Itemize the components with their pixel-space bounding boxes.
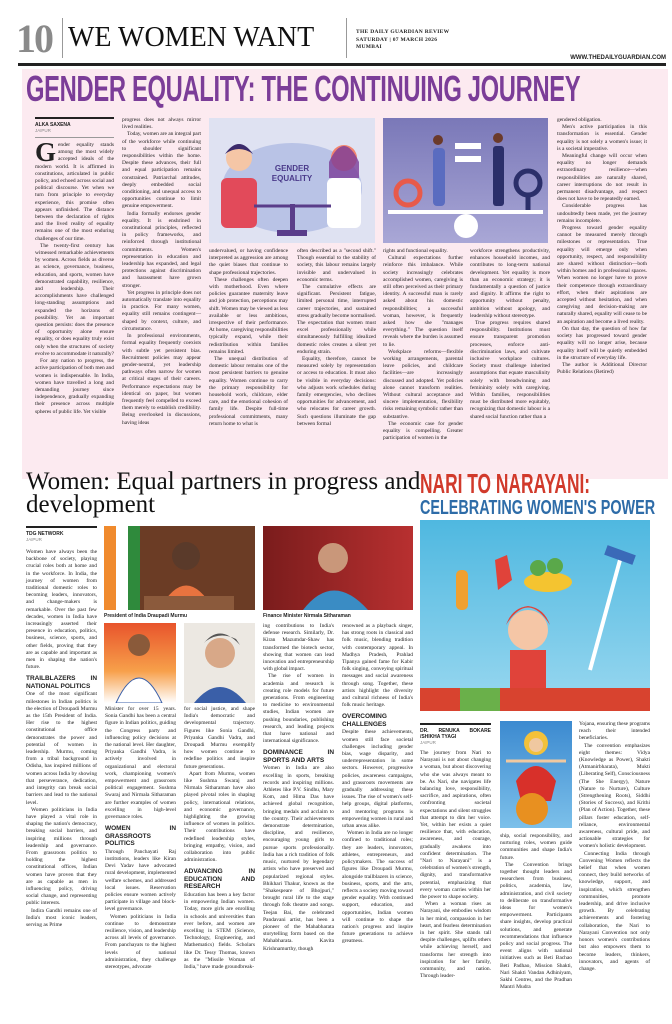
city: MUMBAI: [356, 44, 382, 50]
headline-red: NARI TO NARAYANI:: [420, 468, 591, 499]
article-column: [342, 623, 413, 946]
paragraph: for social justice, and shape India's democratic and developmental trajectory. Figures like Sonia Gandhi, Priyanka Gandhi Vadra, and Droupadi Murmu exemplify how women continue to redefine politics and inspire future generations.: [184, 706, 255, 770]
photo-president-murmu: [104, 526, 255, 610]
paragraph: India formally endorses gender equality. It is enshrined in constitutional principles, reflected in policy frameworks, and reinforced through institutional commitments. Women's representation in education and leadership has expanded, and legal protections against discrimination and harassment have grown stronger.: [122, 210, 201, 289]
paragraph: Women politicians in India continue to demonstrate resilience, vision, and leadership across all levels of governance. From panchayats to the highest levels of national administration, they challenge stereotypes, advocate: [105, 913, 176, 970]
paragraph: The cumulative effects are significant. Persistent fatigue, limited personal time, interrupted career trajectories, and sustained stress gradually become normalised. The expectation that women must excel professionally while simultaneously fulfilling idealized domestic roles creates a silent yet enduring strain.: [297, 284, 376, 355]
gender-equality-illustration: [209, 118, 375, 243]
page-number: 10: [16, 16, 52, 61]
photo-caption: President of India Draupadi Murmu: [104, 613, 188, 619]
paragraph: Minister for over 15 years. Sonia Gandhi has been a central figure in Indian politics, guiding the Congress party and influencing policy decisions at the national level. Her daughter, Priyanka Gandhi Vadra, is actively involved in organizational and electoral work, championing women's empowerment and grassroots political engagement. Sushma Swaraj and Nirmala Sitharaman are further examples of women excelling in high-level governance roles.: [105, 706, 176, 821]
article-column: [470, 248, 550, 421]
paragraph: workforce strengthens productivity, enhances household incomes, and contributes to long-term national development. Yet equality is more than an economic strategy; it is fundamentally a question of justice and dignity. It affirms the right to opportunity without penalty, ambition without apology, and leadership without stereotype.: [470, 248, 550, 319]
paragraph: The author is Additional Director Public Relations (Retired): [557, 361, 647, 376]
article-column: [420, 723, 491, 981]
paragraph: The twenty-first century has witnessed remarkable achievements by women. Across fields as diverse as science, governance, business, education, and sports, women have demonstrated capability, resilience, and leadership. Their accomplishments have challenged long-standing assumptions and expanded the horizons of possibility. Yet an important question persists: does the presence of opportunity alone ensure equality, or does equality truly exist only when the structures of society evolve to accommodate it naturally?: [35, 242, 114, 357]
article-column: [557, 117, 647, 376]
paragraph: Despite these achievements, women still face societal challenges including gender bias, wage disparity, and underrepresentation in some sectors. However, progressive policies, awareness campaigns, and grassroots movements are gradually addressing these issues. The rise of women's self-help groups, digital platforms, and mentoring programs is empowering women in rural and urban areas alike.: [342, 729, 413, 830]
masthead-rule: [18, 63, 666, 66]
paragraph: ender equality stands among the most widely accepted ideals of the modern world. It is affirmed in constitutions, articulated in public policy, and echoed across social and political discourse. Yet when we turn from principle to everyday experience, this promise often appears unfinished. The distance between the declaration of rights and the lived reality of equality remains one of the most enduring challenges of our time.: [35, 142, 114, 242]
durga-illustration: [500, 721, 572, 828]
section-title: WE WOMEN WANT: [68, 22, 315, 53]
paragraph: Workplace reforms—flexible working arrangements, parental leave policies, and childcare facilities—are increasingly discussed and adopted. Yet policies alone cannot transform realities. Without cultural acceptance and sincere implementation, flexibility risks remaining symbolic rather than substantive.: [383, 348, 463, 420]
paragraph: The economic case for gender equality is compelling. Greater participation of women in the: [383, 420, 463, 442]
subhead: DOMINANCE IN SPORTS AND ARTS: [263, 749, 334, 764]
paragraph: Women in India are also excelling in sports, breaking records and inspiring millions. Athletes like P.V. Sindhu, Mary Kom, and Hima Das have achieved global recognition, bringing medals and acclaim to the country. Their achievements demonstrate determination, discipline, and resilience, encouraging young girls to pursue sports professionally. India has a rich tradition of folk music, nurtured by legendary artists who have preserved and popularized regional styles. Bhikhari Thakur, known as the "Shakespeare of Bhojpuri," brought rural life to the stage through folk theatre and songs. Teejan Bai, the celebrated Pandavani artist, has been a pioneer of the Mahabharata storytelling form based on the Mahabharata. Kavita Krishnamurthy, though: [263, 765, 334, 952]
headline-blue: CELEBRATING WOMEN'S POWER: [420, 497, 656, 519]
paragraph: gendered obligation.: [557, 117, 602, 123]
paragraph: progress does not always mirror lived realities.: [122, 117, 201, 131]
paragraph: Meaningful change will occur when equality no longer demands extraordinary resilience—when responsibilities are naturally shared, career interruptions do not result in permanent disadvantage, and respect does not have to be repeatedly earned.: [557, 153, 647, 203]
article-column: [209, 248, 288, 428]
website-link[interactable]: WWW.THEDAILYGUARDIAN.COM: [570, 55, 666, 61]
paragraph: Today, women are an integral part of the workforce while continuing to shoulder significant responsibilities within the home. Despite these advances, their full and equal participation remains constrained. Patriarchal attitudes, deeply embedded social conditioning, and unequal access to opportunities continue to limit genuine empowerment.: [122, 131, 202, 210]
photo-athlete: [104, 623, 176, 703]
photo-finance-minister-sitharaman: [263, 526, 413, 610]
paragraph: One of the most significant milestones in Indian politics is the election of Droupadi Murmu as the 15th President of India. Her rise to the highest constitutional office demonstrates the power and potential of women in leadership. Murmu, coming from a tribal background in Odisha, has inspired millions of women across India by showing that perseverance, dedication, and integrity can break social barriers and lead to the national level.: [26, 691, 97, 806]
paragraph: Women politicians in India have played a vital role in shaping the nation's democracy, breaking social barriers, and inspiring millions through leadership and governance. From grassroots politics to holding the highest constitutional offices, Indian women have proven that they are as capable as men in influencing policy, driving social change, and representing public interests.: [26, 806, 97, 907]
paragraph: Women have always been the backbone of society, playing crucial roles both at home and in the workforce. In India, the journey of women from traditional domestic roles to becoming leaders, innovators, and change-makers is remarkable. Over the past few decades, women in India have increasingly asserted their presence in education, politics, business, science, sports, and other fields, proving that they are as capable and important as men in shaping the nation's future.: [26, 549, 97, 671]
paragraph: Progress toward gender equality cannot be measured merely through milestones or representation. True equality will emerge only when opportunity, respect, and responsibility are shared without distinction—both within homes and in professional spaces. When women no longer have to prove their competence through extraordinary effort, when their aspirations are accepted without hesitation, and when caregiving and decision-making are naturally shared, equality will cease to be an aspiration and become a lived reality.: [557, 225, 647, 325]
divider: [62, 18, 63, 58]
article-column: [105, 706, 176, 971]
paragraph: For any nation to progress, the active participation of both men and women is indispensable. In India, women have travelled a long and demanding journey since independence, gradually expanding their presence across multiple spheres of public life. Yet visible: [35, 358, 114, 415]
subhead: OVERCOMING CHALLENGES: [342, 713, 387, 728]
paragraph: Men's active participation in this transformation is essential. Gender equality is not solely a women's issue; it is a societal imperative.: [557, 124, 647, 152]
paragraph: Education has been a key factor in empowering Indian women. Today, more girls are enrolling in schools and universities than ever before, and women are excelling in STEM (Science, Technology, Engineering, and Mathematics) fields. Scholars like Dr. Tessy Thomas, known as the "Missile Woman of India," have made groundbreak-: [184, 891, 255, 970]
paragraph: The journey from Nari to Narayani is not about changing a woman, but about discovering who she was always meant to be. As Nari, she navigates life balancing love, responsibility, sacrifice, and aspirations, often confronting societal expectations and silent struggles that attempt to dim her voice. Yet, within her exists a quiet resilience that, with education, awareness, and courage, gradually awakens into confident determination. The "Nari to Narayani" is a celebration of women's strength, dignity, and transformative potential, emphasizing that every woman carries within her the power to shape society.: [420, 750, 491, 901]
multitasking-woman-illustration: [420, 520, 650, 711]
paragraph: Equality, therefore, cannot be measured solely by representation or access to education. It must also be visible in everyday decisions: who adjusts work schedules during family emergencies, who declines opportunities for advancement, and who relocates for career growth. Such questions illuminate the gap between formal: [297, 356, 376, 427]
issue-date: SATURDAY | 07 MARCH 2026: [356, 36, 438, 43]
article-column: [297, 248, 376, 428]
author: TDG NETWORK: [26, 531, 64, 537]
paragraph: When a woman rises as Narayani, she embodies wisdom in her mind, compassion in her heart, and fearless determination in her spirit. She stands tall despite challenges, uplifts others while achieving herself, and transforms her strength into inspiration for her family, community, and nation. Through leader-: [420, 901, 491, 980]
paragraph: The rise of women in academia and research is creating role models for future generations. From engineering to medicine to environmental studies, Indian women are pushing boundaries, publishing research, and leading projects that have national and international significance.: [263, 673, 334, 745]
byline: [420, 723, 491, 746]
subhead: WOMEN IN GRASSROOTS POLITICS: [105, 825, 176, 848]
equality-balance-illustration: [383, 118, 548, 243]
location: JAIPUR: [26, 537, 42, 542]
headline: Women: Equal partners in progress and development: [26, 468, 421, 518]
subhead: ADVANCING IN EDUCATION AND RESEARCH: [184, 868, 255, 891]
paragraph: True progress requires shared responsibility. Institutions must ensure transparent promotion processes, enforce anti-discrimination laws, and cultivate inclusive workplace cultures. Society must challenge inherited assumptions that equate masculinity solely with breadwinning and femininity solely with caregiving. Within families, responsibilities must be distributed more equitably, recognizing that domestic labour is a shared social function rather than a: [470, 320, 550, 420]
image-label: GENDER EQUALITY: [271, 164, 313, 183]
paragraph: rights and functional equality.: [383, 248, 448, 254]
byline: [26, 526, 97, 543]
drop-cap: G: [35, 137, 56, 167]
paragraph: Yojana, ensuring these programs reach their intended beneficiaries.: [579, 721, 650, 742]
paragraph: The Convention brings together thought leaders and researchers from business, politics, academia, law, administration, and civil society to deliberate on transformative ideas for women's empowerment. Participants share insights, develop practical solutions, and generate recommendations that influence policy and social progress. The event aligns with national initiatives such as Beti Bachao Beti Padhao, Mission Shakti, Nari Shakti Vandan Adhiniyam, Sakhi Centres, and the Pradhan Mantri Mudra: [500, 861, 572, 991]
paragraph: Yet progress in principle does not automatically translate into equality in practice. For many women, equality still remains contingent—shaped by context, culture, and circumstance.: [122, 289, 201, 332]
photo-indira-gandhi: [184, 623, 255, 703]
article-column: [579, 721, 650, 973]
masthead-meta: [356, 29, 449, 52]
author: DR. RENUKA BOKARE /SHIKHA TYAGI: [420, 728, 491, 740]
paragraph: Indira Gandhi remains one of India's most iconic leaders, serving as Prime: [26, 907, 97, 928]
paragraph: Connecting India through Convening Women reflects the belief that when women connect, they build networks of knowledge, support, and inspiration, which strengthen communities, promote leadership, and drive inclusive growth. By celebrating achievements and fostering collaboration, the Nari to Narayani Convention not only honors women's contributions but also empowers them to become leaders, thinkers, innovators, and agents of change.: [579, 850, 650, 972]
article-column: [184, 706, 255, 971]
paragraph: ing contributions to India's defense research. Similarly, Dr. Kiran Mazumdar-Shaw has transformed the biotech sector, showing that women can lead innovation and entrepreneurship with global impact.: [263, 623, 334, 673]
paragraph: The unequal distribution of domestic labour remains one of the most persistent barriers to genuine equality. Women continue to carry the primary responsibility for household work, childcare, elder care, and the emotional cohesion of family life. Despite full-time professional commitments, many return home to what is: [209, 356, 288, 427]
author: ALKA SAXENA: [35, 122, 71, 128]
divider: [346, 18, 347, 58]
paragraph: undervalued, or having confidence interpreted as aggression are among the quiet biases that continue to shape professional trajectories.: [209, 248, 288, 276]
article-column: [26, 526, 97, 929]
paragraph: Women in India are no longer confined to traditional roles; they are leaders, innovators, athletes, entrepreneurs, and policymakers. The success of figures like Droupadi Murmu, alongside trailblazers in science, business, sports, and the arts, reflects a society moving toward gender equality. With continued support, education, and opportunities, Indian women will continue to shape the nation's progress and inspire future generations to achieve greatness.: [342, 830, 413, 945]
paragraph: ship, social responsibility, and nurturing roles, women guide communities and shape India's future.: [500, 833, 572, 861]
byline: [35, 117, 114, 134]
photo-caption: Finance Minister Nirmala Sitharaman: [263, 613, 351, 619]
article-column: [500, 833, 572, 991]
paragraph: Cultural expectations further reinforce this imbalance. While society increasingly celebrates accomplished women, caregiving is still often perceived as their primary identity. A successful man is rarely asked about his domestic responsibilities; a successful woman, however, is frequently asked how she "manages everything." The question itself reveals where the burden is assumed to lie.: [383, 255, 463, 348]
paragraph: Through Panchayati Raj institutions, leaders like Kiran Devi Yadav have advocated rural development, implemented welfare schemes, and addressed local issues. Reservation policies ensure women actively participate in village and block-level governance.: [105, 848, 176, 913]
paragraph: Considerable progress has undoubtedly been made, yet the journey remains incomplete.: [557, 203, 647, 224]
paragraph: These challenges often deepen with motherhood. Even where policies guarantee maternity leave and job protection, perceptions may shift. Women may be viewed as less available or less ambitious, irrespective of their performance. At home, caregiving responsibilities typically expand, while their redistribution within families remains limited.: [209, 276, 288, 355]
paragraph: The convention emphasizes eight themes: Vidya (Knowledge as Power), Shakti (Atmanirbharata), Mukti (Liberating Self), Consciousness (The She Energy), Nature (Nature to Nurture), Culture (Strengthening Roots), Siddhi (Stories of Success), and Krithi (Plan of Action). Together, these pillars foster education, self-reliance, environmental awareness, cultural pride, and actionable strategies for women's holistic development.: [579, 742, 650, 850]
article-column: [122, 117, 201, 427]
paragraph: renowned as a playback singer, has strong roots in classical and folk music, blending tradition with contemporary appeal. In Madhya Pradesh, Prahlad Tipanya gained fame for Kabir folk singing, conveying spiritual messages and social awareness through song. Together, these artists highlight the diversity and cultural richness of India's folk music heritage.: [342, 623, 413, 709]
paragraph: Apart from Murmu, women like Sushma Swaraj and Nirmala Sitharaman have also played pivotal roles in shaping policy, international relations, and economic governance, highlighting the growing influence of women in politics. Their contributions have redefined leadership styles, bringing empathy, vision, and collaboration into public administration.: [184, 770, 255, 864]
article-column: [35, 117, 114, 416]
location: JAIPUR: [35, 128, 51, 133]
paragraph: In professional environments, formal equality frequently coexists with subtle yet persistent bias. Recruitment policies may appear gender-neutral, yet leadership pathways often narrow for women at critical stages of their careers. Performance expectations may be identical on paper, but women frequently feel compelled to exceed them merely to establish credibility. Being overlooked in discussions, having ideas: [122, 333, 201, 426]
location: JAIPUR: [420, 740, 436, 745]
subhead: TRAILBLAZERS IN NATIONAL POLITICS: [26, 675, 97, 690]
paragraph: often described as a "second shift." Though essential to the stability of society, this labour remains largely invisible and undervalued in economic terms.: [297, 248, 376, 283]
paper-name: THE DAILY GUARDIAN REVIEW: [356, 29, 450, 35]
paragraph: On that day, the question of how far society has progressed toward gender equality will no longer arise, because equality itself will be quietly embedded in the structure of everyday life.: [557, 325, 647, 361]
article-column: [383, 248, 463, 442]
article-column: [263, 623, 334, 953]
headline: GENDER EQUALITY: THE CONTINUING JOURNEY: [26, 68, 581, 109]
